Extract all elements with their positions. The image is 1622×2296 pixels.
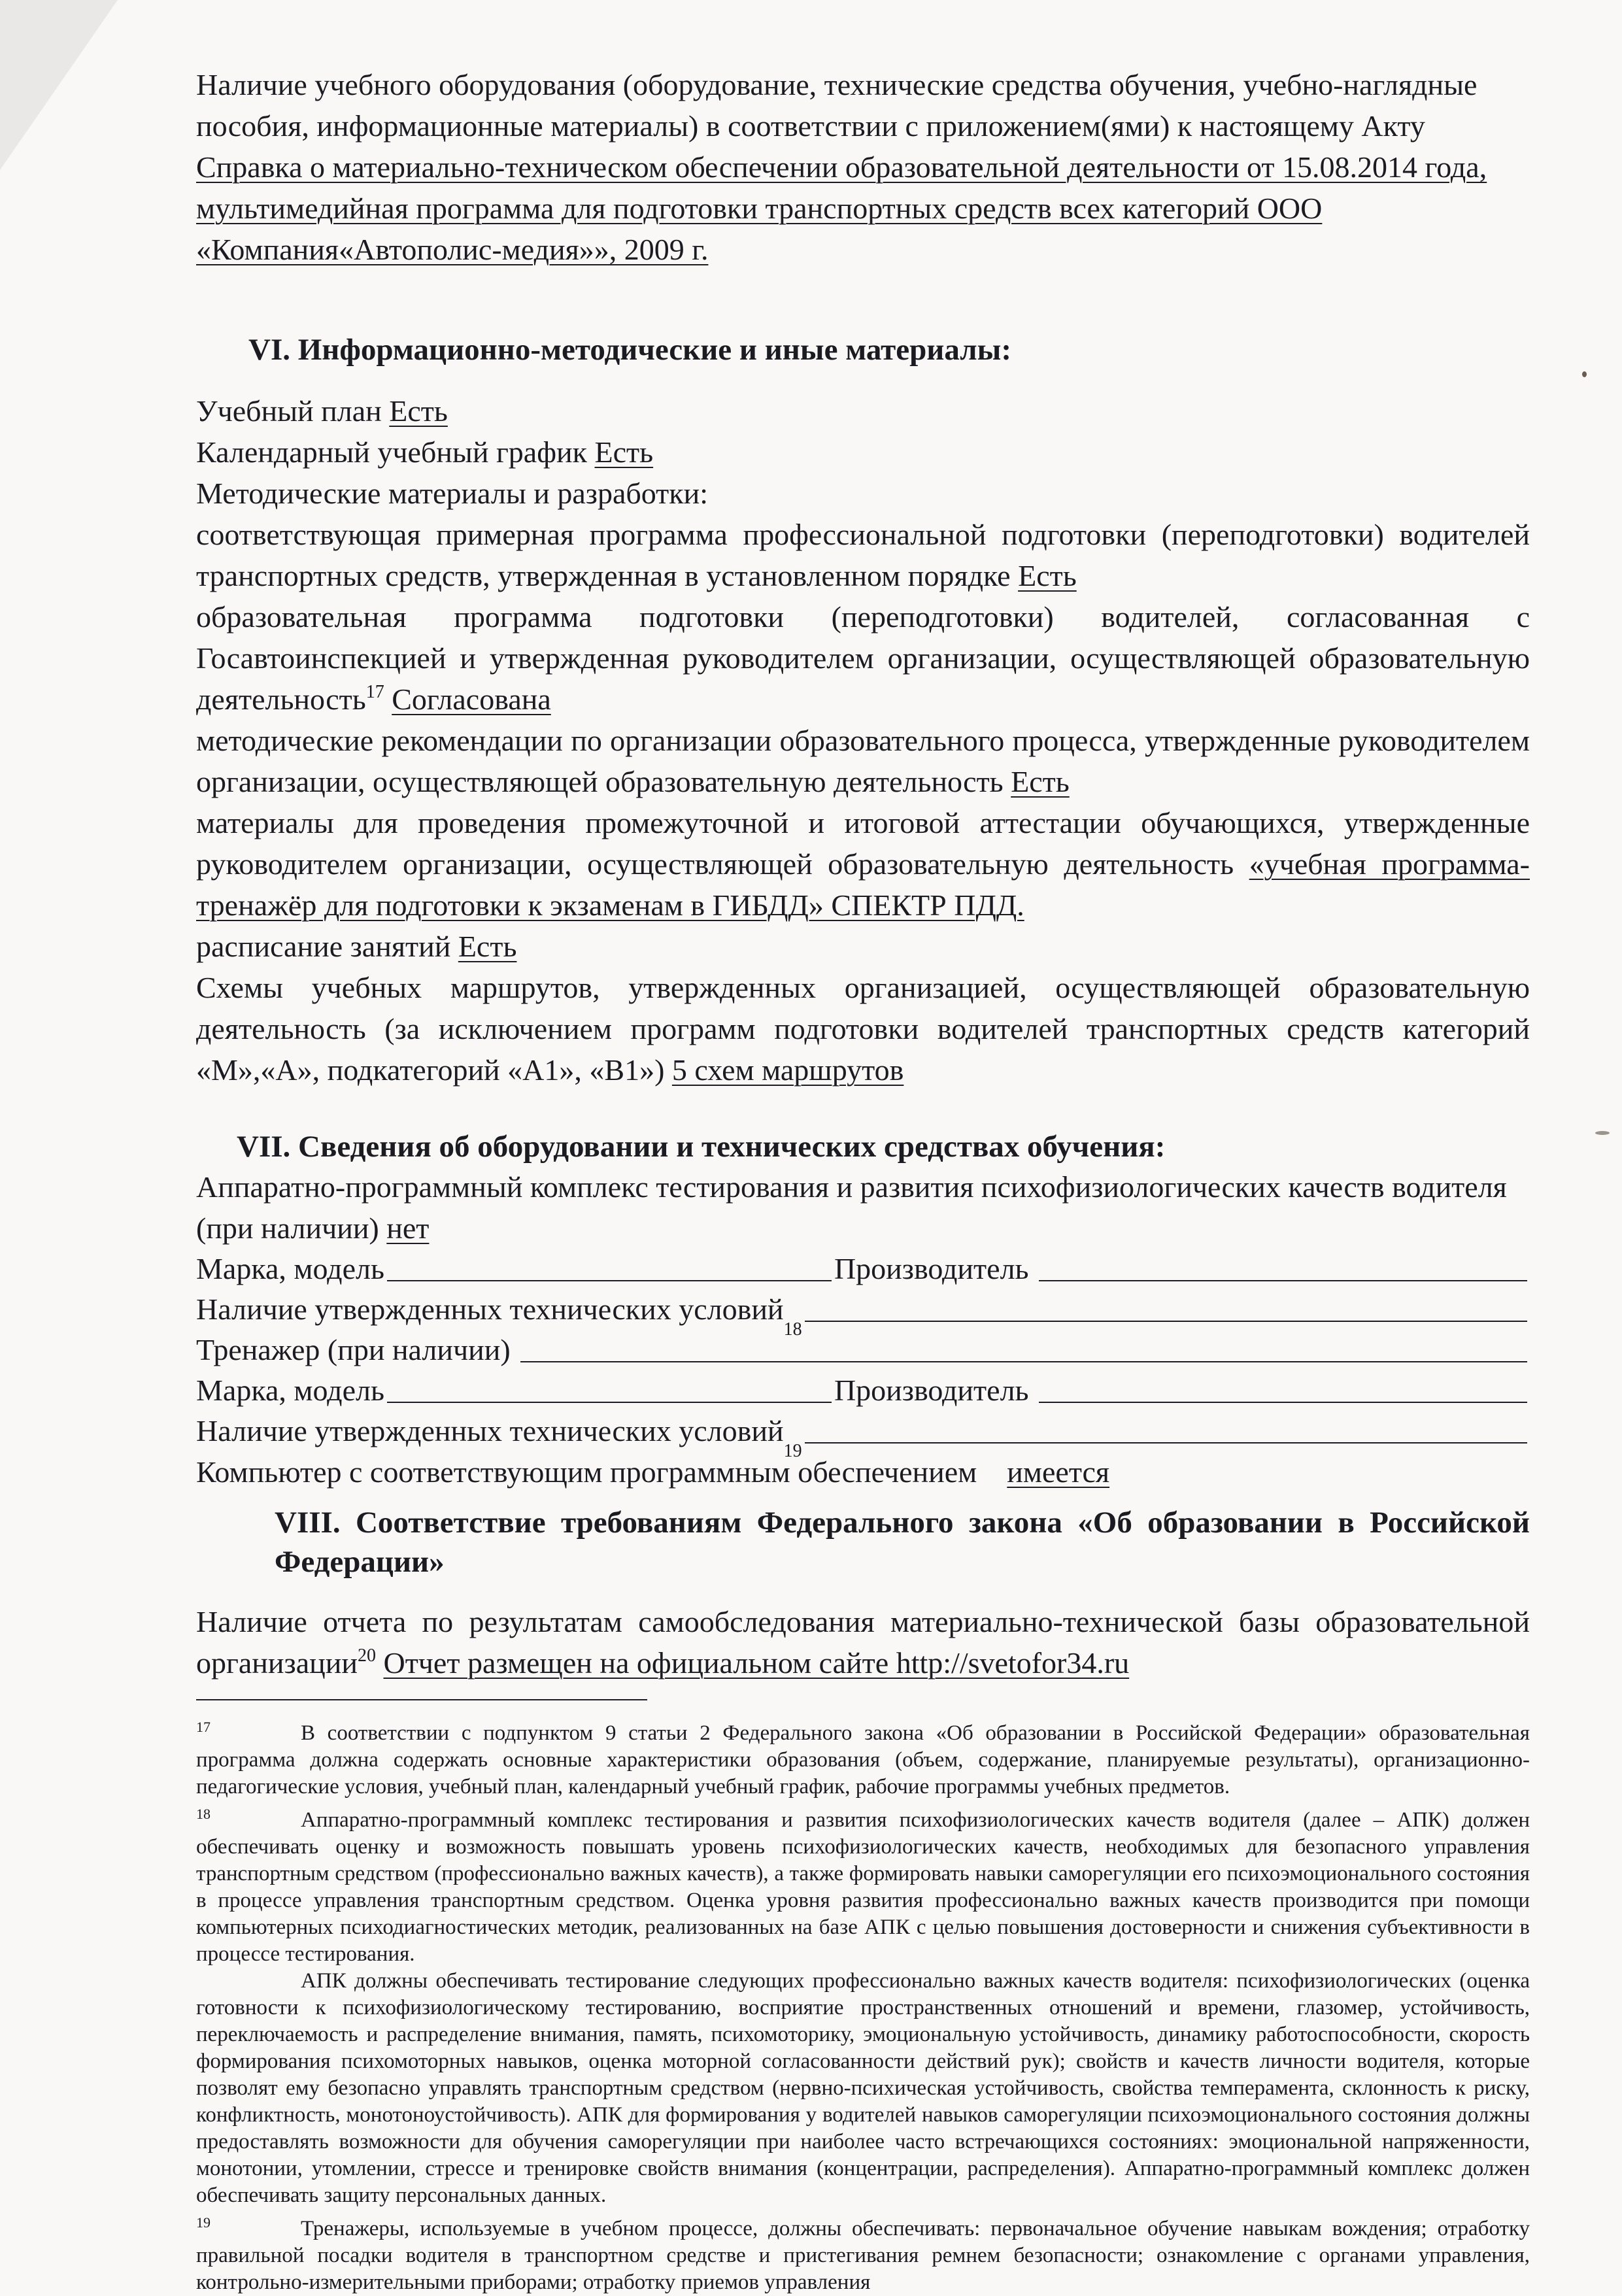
maker-blank [1039,1372,1527,1403]
recommendations-value: Есть [1011,765,1070,798]
report-line [196,1601,1530,1683]
complex-line [196,1166,1530,1249]
section-6-heading: VI. Информационно-методические и иные материалы: [248,333,1011,367]
sample-program-value: Есть [1018,559,1077,592]
sample-program-text: соответствующая примерная программа профессиональной подготовки (переподготовки) водителей транспортных средств, утвержденная в установленном порядке [196,518,1530,592]
maker-label: Производитель [834,1252,1036,1285]
brand-blank [387,1372,832,1403]
footnote-19-mark: 19 [196,2214,211,2231]
document-page [196,59,1530,2296]
section-8-heading: VIII. Соответствие требованиям Федерального закона «Об образовании в Российской Федерации» [275,1506,1530,1579]
footnote-17-mark: 17 [196,1719,211,1735]
routes-line [196,967,1530,1090]
sample-program-line [196,514,1530,596]
trainer-brand-row [196,1370,1530,1411]
edu-program-line [196,596,1530,720]
calendar-label: Календарный учебный график [196,435,595,469]
brand-label: Марка, модель [196,1252,384,1285]
edu-program-value: Согласована [392,683,551,716]
ink-speck [1595,1131,1610,1135]
conditions-blank [805,1412,1527,1443]
computer-value: имеется [1007,1455,1110,1489]
computer-label: Компьютер с соответствующим программным обеспечением [196,1455,1007,1489]
footnote-19 [196,2209,1530,2296]
trainer-blank [520,1331,1527,1362]
footnote-17 [196,1714,1530,1800]
routes-value: 5 схем маршрутов [671,1053,904,1087]
routes-text: Схемы учебных маршрутов, утвержденных организацией, осуществляющей образовательную деятельность (за исключением программ подготовки водителей транспортных средств категорий «M»,«A», подкатегорий «A1», «B1») [196,971,1530,1087]
footnote-19-text: Тренажеры, используемые в учебном процессе, должны обеспечивать: первоначальное обучение навыкам вождения; отработку правильной посадки водителя в транспортном средстве и пристегивания ремнем безопасности; ознакомление с органами управления, контрольно-измерительными приборами; отработку приемов управления [196,2217,1530,2294]
schedule-line [196,926,1530,967]
curriculum-line [196,390,1530,431]
equipment-text: Наличие учебного оборудования (оборудование, технические средства обучения, учебно-наглядные пособия, информационные материалы) в соответствии с приложением(ями) к настоящему Акту [196,68,1478,143]
recommendations-line [196,720,1530,802]
complex-conditions-row: Наличие утвержденных технических условий 18 [196,1289,1530,1330]
equipment-paragraph [196,64,1530,270]
footnote-ref-17: 17 [365,682,384,702]
footnote-18-mark: 18 [196,1806,211,1822]
conditions-label: Наличие утвержденных технических условий [196,1292,784,1326]
trainer-conditions-row: Наличие утвержденных технических условий 19 [196,1411,1530,1451]
footnote-17-text: В соответствии с подпунктом 9 статьи 2 Федерального закона «Об образовании в Российской Федерации» образовательная программа должна содержать основные характеристики образования (объем, содержание, планируемые результаты), организационно-педагогические условия, учебный план, календарный учебный график, рабочие программы учебных предметов. [196,1721,1530,1798]
footnote-18 [196,1800,1530,1968]
report-text: Наличие отчета по результатам самообследования материально-технической базы образовательной организации [196,1605,1530,1680]
complex-brand-row [196,1249,1530,1289]
recommendations-text: методические рекомендации по организации образовательного процесса, утвержденные руководителем организации, осуществляющей образовательную деятельность [196,724,1530,798]
attestation-value: «учебная программа-тренажёр для подготовки к экзаменам в ГИБДД» СПЕКТР ПДД. [196,847,1530,922]
attestation-text: материалы для проведения промежуточной и итоговой аттестации обучающихся, утвержденные руководителем организации, осуществляющей образовательную деятельность [196,806,1530,881]
footnote-18-continued: АПК должны обеспечивать тестирование следующих профессионально важных качеств водителя: психофизиологических (оценка готовности к психофизиологическому тестированию, восприятие пространственных отношений и времени, глазомер, устойчивость, переключаемость и распределение внимания, память, психомоторику, эмоциональную устойчивость, динамику работоспособности, скорость формирования психомоторных навыков, оценка моторной согласованности действий рук); свойств и качеств личности водителя, которые позволят ему безопасно управлять транспортным средством (нервно-психическая устойчивость, свойства темперамента, склонность к риску, конфликтность, монотоноустойчивость). АПК для формирования у водителей навыков саморегуляции психоэмоционального состояния должны предоставлять возможности для обучения саморегуляции при наиболее часто встречающихся состояниях: эмоциональной напряженности, монотонии, утомлении, стрессе и тренировке свойств внимания (концентрации, распределения). Аппаратно-программный комплекс должен обеспечивать защиту персональных данных. [196,1969,1530,2207]
schedule-label: расписание занятий [196,930,458,963]
schedule-value: Есть [458,930,517,963]
maker-blank [1039,1250,1527,1281]
brand-label: Марка, модель [196,1374,384,1407]
equipment-value: Справка о материально-техническом обеспечении образовательной деятельности от 15.08.2014 года, мультимедийная программа для подготовки транспортных средств всех категорий ООО «Компания«Автополис-медия»», 2009 г. [196,150,1487,266]
calendar-line [196,431,1530,473]
ink-speck [1582,371,1587,377]
footnote-separator [196,1699,647,1700]
computer-line [196,1451,1530,1493]
report-value: Отчет размещен на официальном сайте http://svetofor34.ru [383,1646,1130,1680]
trainer-label: Тренажер (при наличии) [196,1333,518,1366]
maker-label: Производитель [834,1374,1036,1407]
edu-program-text: образовательная программа подготовки (переподготовки) водителей, согласованная с Госавтоинспекцией и утвержденная руководителем организации, осуществляющей образовательную деятельность [196,600,1530,716]
methodical-label: Методические материалы и разработки: [196,477,709,510]
footnote-18-text: Аппаратно-программный комплекс тестирования и развития психофизиологических качеств водителя (далее – АПК) должен обеспечивать оценку и возможность повышать уровень психофизиологических качеств, необходимых для безопасного управления транспортным средством (профессионально важных качеств), а также формировать навыки саморегуляции его психоэмоционального состояния в процессе управления транспортным средством. Оценка уровня развития профессионально важных качеств производится при помощи компьютерных психодиагностических методик, реализованных на базе АПК с целью повышения достоверности и снижения субъективности в процессе тестирования. [196,1808,1530,1966]
brand-blank [387,1250,832,1281]
conditions-label: Наличие утвержденных технических условий [196,1414,784,1447]
folded-page-corner [0,0,118,170]
section-7-heading: VII. Сведения об оборудовании и технических средствах обучения: [237,1130,1166,1164]
curriculum-label: Учебный план [196,394,390,428]
calendar-value: Есть [594,435,654,469]
complex-value: нет [386,1211,430,1245]
footnote-ref-20: 20 [357,1646,376,1666]
attestation-line [196,802,1530,926]
trainer-row [196,1330,1530,1370]
complex-text: Аппаратно-программный комплекс тестирования и развития психофизиологических качеств водителя (при наличии) [196,1170,1507,1245]
conditions-blank [805,1291,1527,1322]
curriculum-value: Есть [389,394,448,428]
